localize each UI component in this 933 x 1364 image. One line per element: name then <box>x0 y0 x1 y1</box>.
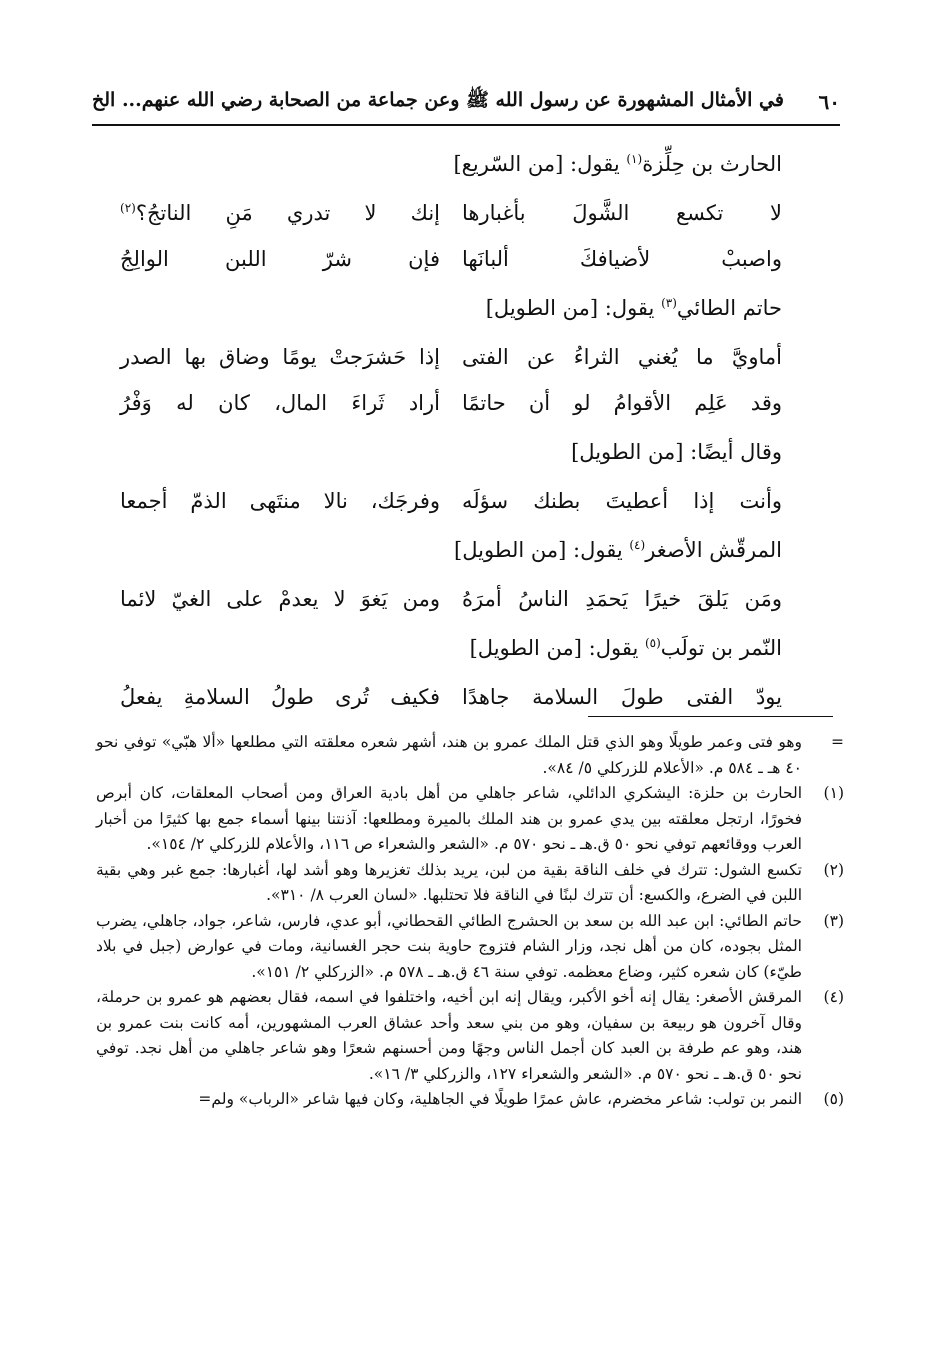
poet-intro: حاتم الطائي$^{(٣)}$ يقول: [من الطويل] <box>485 296 782 320</box>
footnote-number: (٣) <box>823 911 844 930</box>
poet-intro: الحارث بن حِلِّزة$^{(١)}$ يقول: [من السّريع] <box>453 152 782 176</box>
footnote-marker: (٤) <box>629 538 646 552</box>
footnote-number: (٤) <box>823 988 844 1006</box>
verse-line <box>120 380 782 426</box>
running-title: في الأمثال المشهورة عن رسول الله ﷺ وعن جماعة من الصحابة رضي الله عنهم... الخ <box>92 89 784 111</box>
footnote-text: تكسع الشول: تترك في خلف الناقة بقية من لبن، يريد بذلك تغزيرها وهو أشد لها، أغبارها: جمع غبر وهي بقية اللبن في الضرع، والكسع: أن تترك لبنًا في الناقة فلا تحتلبها. «لسان العرب ٨/ ٣١٠». <box>96 860 802 904</box>
first-hemistich: لا تكسع الشَّولَ بأغبارها <box>462 201 782 225</box>
verse-line <box>120 674 782 720</box>
footnote <box>96 909 844 986</box>
verse-line <box>120 576 782 622</box>
verse-line <box>120 190 782 236</box>
page-number: ٦٠ <box>818 90 840 114</box>
first-hemistich: وقد عَلِم الأقوامُ لو أن حاتمًا <box>462 391 782 415</box>
running-header <box>92 84 840 120</box>
poet-intro: النّمر بن تولَب$^{(٥)}$ يقول: [من الطويل] <box>469 636 782 660</box>
poetry-section <box>120 138 782 720</box>
footnote-marker: (٣) <box>661 296 677 310</box>
verse-line <box>120 334 782 380</box>
footnotes <box>96 730 844 1113</box>
footnote-number: (٥) <box>823 1090 844 1108</box>
poet-intro: وقال أيضًا: [من الطويل] <box>571 440 782 464</box>
verse-line <box>120 236 782 282</box>
second-hemistich: فإن شرّ اللبن الوالِجُ <box>120 247 440 271</box>
first-hemistich: أماويَّ ما يُغني الثراءُ عن الفتى <box>462 345 782 369</box>
second-hemistich: أراد ثَراءَ المال، كان له وَفْرُ <box>120 391 440 415</box>
footnote <box>96 730 844 781</box>
footnote-number: = <box>831 733 844 751</box>
footnote-text: النمر بن تولب: شاعر مخضرم، عاش عمرًا طويلًا في الجاهلية، وكان فيها شاعر «الرباب» ولم= <box>198 1090 802 1108</box>
second-hemistich: ومن يَغوَ لا يعدمْ على الغيّ لائما <box>120 587 440 611</box>
header-rule <box>92 124 840 126</box>
footnote-marker: (٢) <box>120 201 136 215</box>
footnote-text: الحارث بن حلزة: اليشكري الدائلي، شاعر جاهلي من أهل بادية العراق ومن أصحاب المعلقات، كان أبرص فخورًا، ارتجل معلقته بين يدي عمرو بن هند الملك بالميرة ومطلعها: آذنتنا بينها أسماء جمع بها كثيرًا من أخبار العرب ووقائعهم توفي نحو ٥٠ ق.هـ ـ نحو ٥٧٠ م. «الشعر والشعراء ص ١١٦، والأعلام للزركلي ٢/ ١٥٤». <box>96 784 802 853</box>
footnote-number: (٢) <box>823 860 844 879</box>
footnote-marker: (٥) <box>644 636 661 650</box>
footnote-text: حاتم الطائي: ابن عبد الله بن سعد بن الحشرج الطائي القحطاني، أبو عدي، فارس، شاعر، جواد، جاهلي، يضرب المثل بجوده، كان من أهل نجد، وزار الشام فتزوج حاوية بنت حجر الغسانية، ومات في عوارض (جبل في بلاد طيّء) كان شعره كثير، وضاع معظمه. توفي سنة ٤٦ ق.هـ ـ ٥٧٨ م. «الزركلي ٢/ ١٥١». <box>96 911 802 981</box>
footnote <box>96 1087 844 1113</box>
footnote <box>96 985 844 1087</box>
verse-line <box>120 478 782 524</box>
second-hemistich: وفرجَك، نالا منتَهى الذمّ أجمعا <box>120 489 440 513</box>
footnote-text: وهو فتى وعمر طويلًا وهو الذي قتل الملك عمرو بن هند، أشهر شعره معلقته التي مطلعها «ألا هبّي» توفي نحو ٤٠ هـ ـ ٥٨٤ م. «الأعلام للزركلي ٥/ ٨٤». <box>96 733 802 777</box>
footnote-separator <box>588 716 833 717</box>
footnote-number: (١) <box>823 784 844 802</box>
first-hemistich: ومَن يَلقَ خيرًا يَحمَدِ الناسُ أمرَهُ <box>462 587 782 611</box>
footnote-marker: (١) <box>626 152 643 166</box>
first-hemistich: واصببْ لأضيافكَ ألبانَها <box>462 247 782 271</box>
first-hemistich: وأنت إذا أعطيتَ بطنك سؤلَه <box>462 489 782 513</box>
second-hemistich: فكيف تُرى طولُ السلامةِ يفعلُ <box>120 685 440 709</box>
second-hemistich: إذا حَشرَجتْ يومًا وضاق بها الصدر <box>120 345 440 369</box>
poet-intro: المرقّش الأصغر$^{(٤)}$ يقول: [من الطويل] <box>454 538 782 562</box>
footnote <box>96 858 844 909</box>
footnote-text: المرقش الأصغر: يقال إنه أخو الأكبر، ويقال إنه ابن أخيه، واختلفوا في اسمه، فقال بعضهم هو عمرو بن حرملة، وقال آخرون هو ربيعة بن سفيان، وهو من بني سعد وأحد عشاق العرب المشهورين، أمه كانت بنت عمرو بن هند، وهو عم طرفة بن العبد كان أجمل الناس وجهًا ومن أحسنهم شعرًا وهو شاعر جاهلي من أهل نجد. توفي نحو ٥٠ ق.هـ ـ نحو ٥٧٠ م. «الشعر والشعراء ١٢٧، والزركلي ٣/ ١٦». <box>96 988 802 1083</box>
footnote <box>96 781 844 858</box>
first-hemistich: يودّ الفتى طولَ السلامة جاهدًا <box>462 685 782 709</box>
second-hemistich: إنك لا تدري مَنِ الناتجُ؟$^{(٢)}$ <box>120 201 440 225</box>
